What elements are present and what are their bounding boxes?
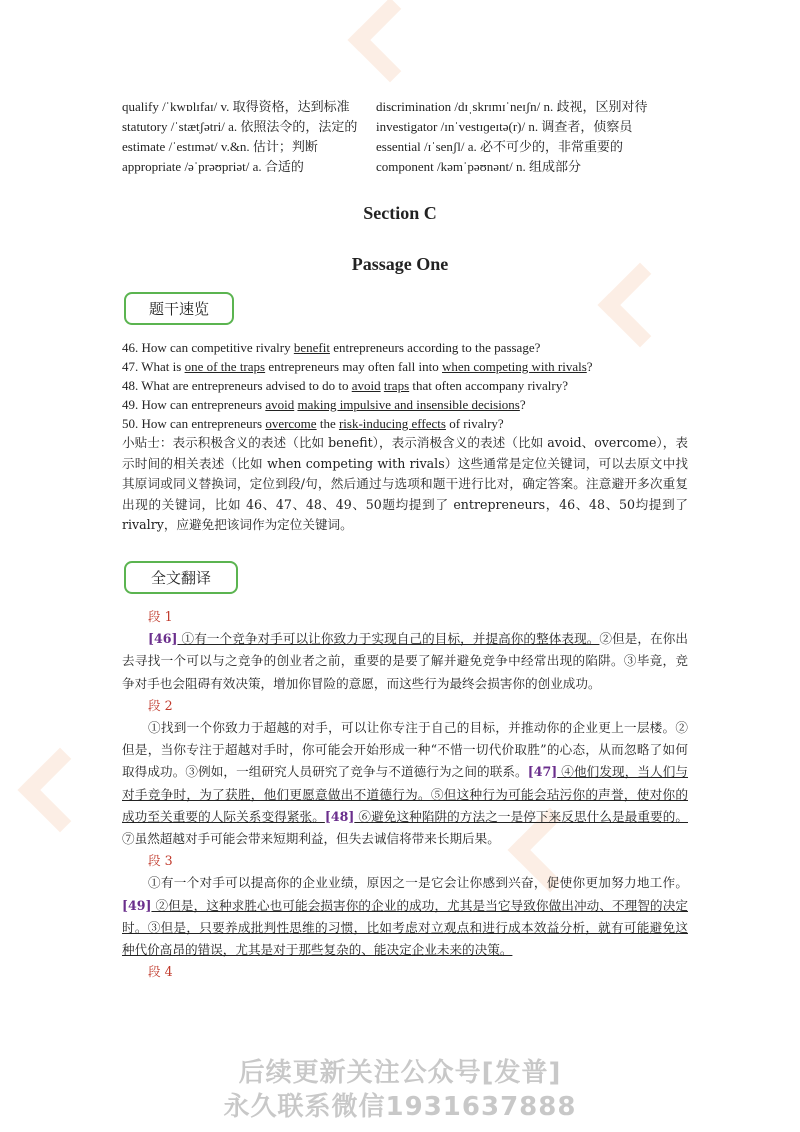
vocab-row — [122, 137, 682, 157]
paragraph-2: ①找到一个你致力于超越的对手，可以让你专注于自己的目标，并推动你的企业更上一层楼。②但是，当你专注于超越对手时，你可能会开始形成一种“不惜一切代价取胜”的心态，从而忽略了如何取得成功。③例如，一组研究人员研究了竞争与不道德行为之间的联系。[47] ④他们发现，当人们与对手竞争时，为了获胜，他们更愿意做出不道德行为。⑤但这种行为可能会玷污你的声誉，使对你的成功至关重要的人际关系变得紧张。[48] ⑥避免这种陷阱的方法之一是停下来反思什么是最重要的。⑦虽然超越对手可能会带来短期利益，但失去诚信将带来长期后果。 — [122, 720, 688, 847]
question-49: 49. How can entrepreneurs avoid making impulsive and insensible decisions? — [122, 397, 526, 412]
vocab-entry: estimate /ˈestɪmət/ v.&n. 估计；判断 — [122, 139, 318, 154]
passage-title: Passage One — [351, 254, 449, 274]
paragraph-1: [46] ①有一个竞争对手可以让你致力于实现自己的目标，并提高你的整体表现。②但是，在你出去寻找一个可以与之竞争的创业者之前，重要的是要了解并避免竞争中经常出现的陷阱。③毕竟，竞争对手也会阻碍有效决策，增加你冒险的意愿，而这些行为最终会损害你的创业成功。 — [122, 631, 688, 691]
vocab-row — [122, 117, 682, 137]
footer-watermark: 永久联系微信1931637888 — [223, 1092, 577, 1122]
vocab-entry: appropriate /əˈprəʊpriət/ a. 合适的 — [122, 159, 304, 174]
vocab-row — [122, 97, 682, 117]
question-47: 47. What is one of the traps entrepreneurs may often fall into when competing with rivals? — [122, 359, 593, 374]
question-marker: [47] — [527, 764, 558, 780]
vocab-entry: qualify /ˈkwɒlɪfaɪ/ v. 取得资格，达到标准 — [122, 99, 350, 114]
vocab-entry: investigator /ɪnˈvestɪɡeɪtə(r)/ n. 调查者，侦察员 — [376, 119, 633, 134]
paragraph-label: 段 3 — [148, 853, 173, 869]
footer-watermark: 后续更新关注公众号[发普] — [238, 1058, 562, 1088]
preview-tag: 题干速览 — [124, 292, 234, 325]
section-title: Section C — [363, 203, 437, 223]
vocab-entry: component /kəmˈpəʊnənt/ n. 组成部分 — [376, 159, 581, 174]
tip-paragraph: 小贴士：表示积极含义的表述（比如 benefit），表示消极含义的表述（比如 avoid、overcome），表示时间的相关表述（比如 when competing with rivals）这些通常是定位关键词，可以去原文中找其原词或同义替换词，定位到段/句，然后通过与选项和题干进行比对，确定答案。注意避开多次重复出现的关键词，比如 46、47、48、49、50题均提到了 entrepreneurs，46、48、50均提到了 rivalry，应避免把该词作为定位关键词。 — [122, 435, 688, 532]
paragraph-label: 段 2 — [148, 697, 173, 713]
question-48: 48. What are entrepreneurs advised to do to avoid traps that often accompany rivalry? — [122, 378, 568, 393]
vocabulary-list — [122, 97, 682, 177]
question-marker: [46] — [148, 631, 178, 647]
question-marker: [49] — [122, 897, 152, 913]
paragraph-label: 段 1 — [148, 609, 173, 624]
watermark-chevron — [18, 748, 103, 833]
watermark-chevron — [348, 0, 433, 82]
question-50: 50. How can entrepreneurs overcome the risk-inducing effects of rivalry? — [122, 416, 504, 431]
paragraph-3: ①有一个对手可以提高你的企业业绩，原因之一是它会让你感到兴奋，促使你更加努力地工作。[49] ②但是，这种求胜心也可能会损害你的企业的成功，尤其是当它导致你做出冲动、不理智的决定时。③但是，只要养成批判性思维的习惯，比如考虑对立观点和进行成本效益分析，就有可能避免这种代价高昂的错误，尤其是对于那些复杂的、能决定企业未来的决策。 — [122, 875, 688, 958]
translation-tag: 全文翻译 — [124, 561, 238, 594]
vocab-row — [122, 157, 682, 177]
vocab-entry: discrimination /dɪˌskrɪmɪˈneɪʃn/ n. 歧视，区别对待 — [376, 99, 648, 114]
question-46: 46. How can competitive rivalry benefit entrepreneurs according to the passage? — [122, 340, 541, 355]
question-marker: [48] — [324, 808, 355, 824]
watermark-chevron — [598, 263, 683, 348]
question-list — [122, 338, 688, 433]
paragraph-label: 段 4 — [148, 964, 173, 980]
vocab-entry: statutory /ˈstætʃətri/ a. 依照法令的，法定的 — [122, 119, 358, 134]
translation-body — [122, 606, 688, 983]
vocab-entry: essential /ɪˈsenʃl/ a. 必不可少的，非常重要的 — [376, 139, 623, 154]
